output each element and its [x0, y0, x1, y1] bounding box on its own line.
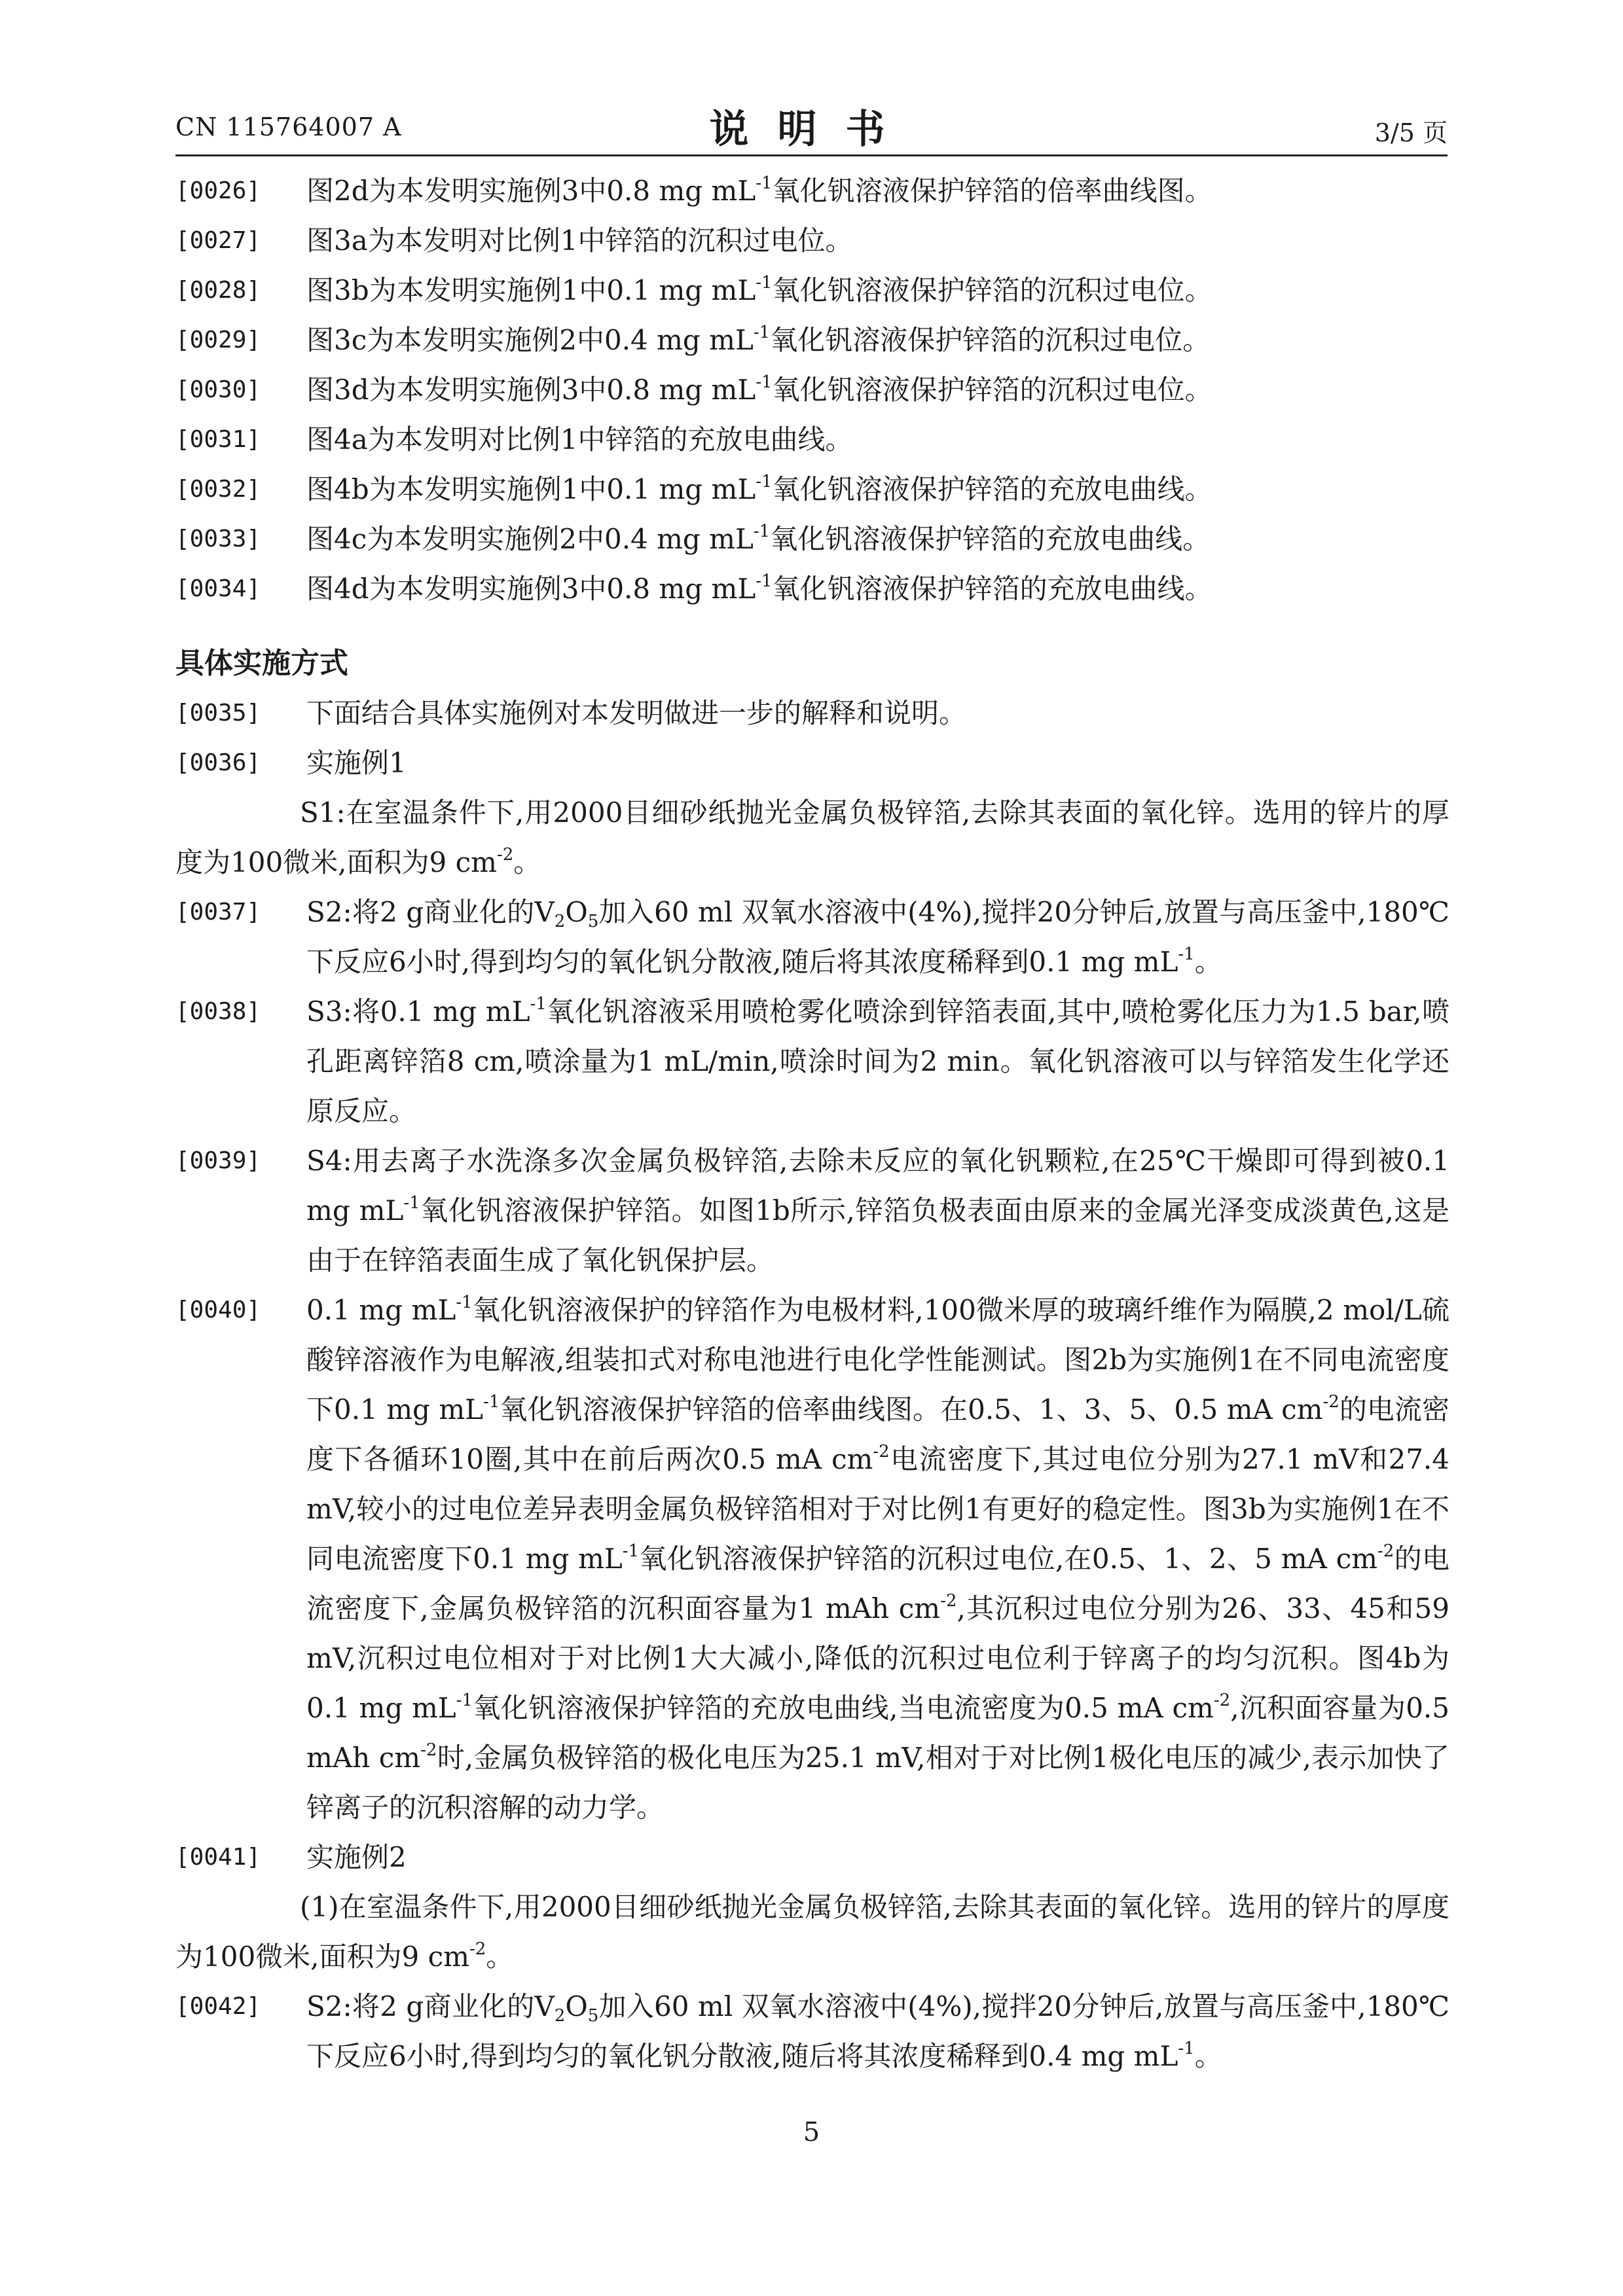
paragraph-0038 — [175, 987, 1450, 1136]
superscript: -1 — [756, 571, 773, 591]
superscript: -1 — [456, 1293, 473, 1312]
paragraph-text: O — [565, 896, 588, 928]
paragraph-number: [0037] — [175, 899, 261, 925]
document-body — [175, 166, 1450, 2081]
superscript: -2 — [873, 1442, 890, 1462]
page-indicator: 3/5 页 — [1374, 118, 1448, 147]
superscript: -1 — [756, 273, 773, 293]
paragraph-0035 — [175, 689, 1450, 738]
superscript: -1 — [1178, 2039, 1195, 2058]
paragraph-0040 — [175, 1285, 1450, 1833]
paragraph-text: 加入60 ml 双氧水溶液中(4%),搅拌20分钟后,放置与高压釜中,180℃下反应6小时,得到均匀的氧化钒分散液,随后将其浓度稀释到0.1 mg mL — [306, 896, 1450, 978]
superscript: -2 — [940, 1591, 957, 1611]
superscript: -1 — [456, 1691, 473, 1710]
superscript: -1 — [622, 1541, 640, 1561]
superscript: -2 — [1322, 1392, 1340, 1412]
paragraph-text: 氧化钒溶液保护锌箔。如图1b所示,锌箔负极表面由原来的金属光泽变成淡黄色,这是由于在锌箔表面生成了氧化钒保护层。 — [306, 1194, 1450, 1276]
paragraph-0037 — [175, 888, 1450, 987]
paragraph-number: [0040] — [175, 1297, 261, 1323]
paragraph-number: [0030] — [175, 376, 261, 403]
paragraph-text: 氧化钒溶液采用喷枪雾化喷涂到锌箔表面,其中,喷枪雾化压力为1.5 bar,喷孔距离锌箔8 cm,喷涂量为1 mL/min,喷涂时间为2 min。氧化钒溶液可以与锌箔发生化学还原反应。 — [306, 996, 1450, 1127]
paragraph-0032 — [175, 465, 1450, 514]
superscript: -1 — [756, 372, 773, 392]
paragraph-number: [0042] — [175, 1993, 261, 2020]
paragraph-text: 。 — [513, 846, 541, 878]
header-divider — [175, 154, 1448, 156]
paragraph-0036 — [175, 738, 1450, 788]
superscript: -2 — [420, 1740, 437, 1760]
paragraph-number: [0033] — [175, 526, 261, 552]
paragraph-0041 — [175, 1833, 1450, 1882]
paragraph-number: [0031] — [175, 426, 261, 453]
paragraph-text: 氧化钒溶液保护锌箔的充放电曲线,当电流密度为0.5 mA cm — [473, 1692, 1214, 1724]
paragraph-text: S1:在室温条件下,用2000目细砂纸抛光金属负极锌箔,去除其表面的氧化锌。选用的锌片的厚度为100微米,面积为9 cm — [175, 797, 1450, 878]
paragraph-number: [0041] — [175, 1844, 261, 1871]
paragraph-number: [0032] — [175, 476, 261, 503]
paragraph-number: [0029] — [175, 327, 261, 353]
paragraph-text: 图2d为本发明实施例3中0.8 mg mL — [306, 175, 756, 207]
paragraph-0042 — [175, 1982, 1450, 2081]
superscript: -1 — [530, 994, 547, 1014]
example-title: 实施例2 — [306, 1841, 407, 1873]
paragraph-text: 图4d为本发明实施例3中0.8 mg mL — [306, 573, 756, 605]
paragraph-0028 — [175, 266, 1450, 315]
paragraph-text: 图3c为本发明实施例2中0.4 mg mL — [306, 324, 754, 356]
paragraph-text: 图4b为本发明实施例1中0.1 mg mL — [306, 473, 756, 505]
example-title: 实施例1 — [306, 747, 407, 779]
paragraph-text: 图3a为本发明对比例1中锌箔的沉积过电位。 — [306, 224, 853, 257]
paragraph-text: S4:用去离子水洗涤多次金属负极锌箔,去除未反应的氧化钒颗粒,在25℃干燥即可得到被0.1 mg mL — [306, 1145, 1450, 1227]
paragraph-text: 。 — [1194, 2040, 1222, 2072]
superscript: -2 — [469, 1939, 486, 1959]
superscript: -1 — [1178, 944, 1195, 964]
paragraph-number: [0039] — [175, 1147, 261, 1174]
subscript: 2 — [554, 912, 566, 931]
document-title: 说明书 — [709, 107, 914, 152]
superscript: -2 — [496, 845, 514, 865]
paragraph-text: 的电流密度下各循环10圈,其中在前后两次0.5 mA cm — [306, 1393, 1450, 1475]
paragraph-text: 氧化钒溶液保护的锌箔作为电极材料,100微米厚的玻璃纤维作为隔膜,2 mol/L硫酸锌溶液作为电解液,组装扣式对称电池进行电化学性能测试。图2b为实施例1在不同电流密度下0.1 mg mL — [306, 1294, 1450, 1426]
paragraph-text: 氧化钒溶液保护锌箔的沉积过电位,在0.5、1、2、5 mA cm — [639, 1543, 1377, 1575]
superscript: -1 — [403, 1193, 420, 1213]
paragraph-text: 氧化钒溶液保护锌箔的倍率曲线图。 — [772, 175, 1213, 207]
publication-number: CN 115764007 A — [175, 113, 402, 141]
paragraph-number: [0034] — [175, 575, 261, 602]
paragraph-0030 — [175, 365, 1450, 415]
paragraph-text: ,其沉积过电位分别为26、33、45和59 mV,沉积过电位相对于对比例1大大减小,降低的沉积过电位利于锌离子的均匀沉积。图4b为0.1 mg mL — [306, 1592, 1450, 1724]
paragraph-text: 图3b为本发明实施例1中0.1 mg mL — [306, 274, 756, 306]
paragraph-number: [0027] — [175, 227, 261, 254]
paragraph-text: 图4c为本发明实施例2中0.4 mg mL — [306, 523, 754, 555]
paragraph-text: S2:将2 g商业化的V — [306, 896, 555, 928]
paragraph-text: 时,金属负极锌箔的极化电压为25.1 mV,相对于对比例1极化电压的减少,表示加快了锌离子的沉积溶解的动力学。 — [306, 1742, 1450, 1823]
paragraph-0033 — [175, 514, 1450, 564]
superscript: -1 — [756, 173, 773, 193]
paragraph-0026 — [175, 166, 1450, 216]
paragraph-text: 下面结合具体实施例对本发明做进一步的解释和说明。 — [306, 697, 967, 729]
paragraph-text: 图4a为本发明对比例1中锌箔的充放电曲线。 — [306, 423, 853, 456]
paragraph-text: 氧化钒溶液保护锌箔的充放电曲线。 — [772, 573, 1213, 605]
paragraph-number: [0026] — [175, 177, 261, 204]
paragraph-number: [0036] — [175, 749, 261, 776]
superscript: -1 — [753, 323, 771, 342]
paragraph-text: 氧化钒溶液保护锌箔的沉积过电位。 — [772, 374, 1213, 406]
superscript: -2 — [1377, 1541, 1395, 1561]
paragraph-text: (1)在室温条件下,用2000目细砂纸抛光金属负极锌箔,去除其表面的氧化锌。选用的锌片的厚度为100微米,面积为9 cm — [175, 1891, 1450, 1973]
paragraph-text: ,沉积面容量为0.5 mAh cm — [306, 1692, 1450, 1774]
subscript: 5 — [587, 912, 599, 931]
paragraph-0036-step-s1 — [175, 788, 1450, 888]
paragraph-text: 氧化钒溶液保护锌箔的沉积过电位。 — [770, 324, 1211, 356]
subscript: 2 — [554, 2006, 566, 2026]
superscript: -1 — [756, 472, 773, 492]
paragraph-number: [0038] — [175, 998, 261, 1025]
paragraph-text: 氧化钒溶液保护锌箔的充放电曲线。 — [770, 523, 1211, 555]
paragraph-0029 — [175, 315, 1450, 365]
paragraph-text: 氧化钒溶液保护锌箔的充放电曲线。 — [772, 473, 1213, 505]
paragraph-text: 电流密度下,其过电位分别为27.1 mV和27.4 mV,较小的过电位差异表明金属负极锌箔相对于对比例1有更好的稳定性。图3b为实施例1在不同电流密度下0.1 mg mL — [306, 1443, 1450, 1575]
paragraph-text: 。 — [486, 1941, 514, 1973]
paragraph-0034 — [175, 564, 1450, 614]
paragraph-text: S3:将0.1 mg mL — [306, 996, 530, 1028]
paragraph-0039 — [175, 1136, 1450, 1285]
paragraph-0031 — [175, 415, 1450, 465]
superscript: -1 — [753, 522, 771, 541]
paragraph-number: [0035] — [175, 700, 261, 726]
paragraph-0027 — [175, 216, 1450, 266]
paragraph-text: 氧化钒溶液保护锌箔的倍率曲线图。在0.5、1、3、5、0.5 mA cm — [500, 1393, 1323, 1426]
paragraph-text: 氧化钒溶液保护锌箔的沉积过电位。 — [772, 274, 1213, 306]
paragraph-text: 加入60 ml 双氧水溶液中(4%),搅拌20分钟后,放置与高压釜中,180℃下反应6小时,得到均匀的氧化钒分散液,随后将其浓度稀释到0.4 mg mL — [306, 1990, 1450, 2072]
paragraph-text: 。 — [1194, 946, 1222, 978]
superscript: -1 — [483, 1392, 500, 1412]
page-header — [175, 98, 1448, 151]
paragraph-text: 的电流密度下,金属负极锌箔的沉积面容量为1 mAh cm — [306, 1543, 1450, 1624]
paragraph-0041-step-1 — [175, 1882, 1450, 1982]
superscript: -2 — [1213, 1691, 1231, 1710]
section-heading: 具体实施方式 — [175, 647, 348, 680]
paragraph-text: 0.1 mg mL — [306, 1294, 456, 1326]
paragraph-text: 图3d为本发明实施例3中0.8 mg mL — [306, 374, 756, 406]
paragraph-text: O — [565, 1990, 588, 2022]
paragraph-number: [0028] — [175, 277, 261, 304]
page-number: 5 — [803, 2117, 820, 2147]
paragraph-text: S2:将2 g商业化的V — [306, 1990, 555, 2022]
subscript: 5 — [587, 2006, 599, 2026]
